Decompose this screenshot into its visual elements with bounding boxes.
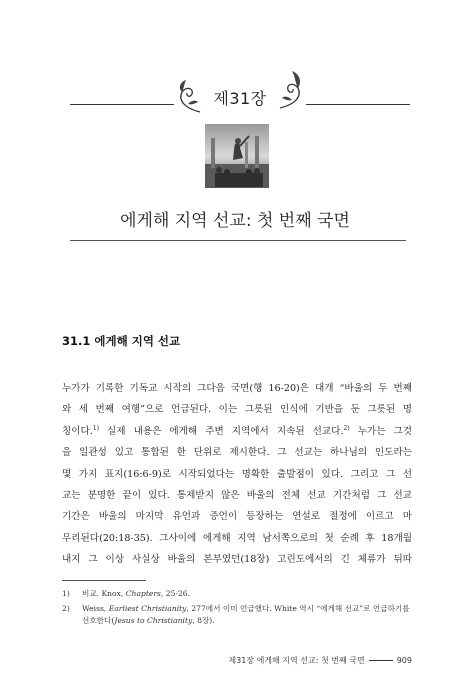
body-line: 누가가 기록한 기독교 시작의 그다음 국면(행 16-20)은 대개 “바울의 두 번째 — [62, 383, 412, 394]
body-line: 칭이다.$^{1)}$ 실제 내용은 에게해 주변 지역에서 지속된 선교다.$^{2)}$ 누가는 그것 — [62, 424, 413, 437]
body-paragraph — [62, 378, 412, 571]
footnote-ref: 2) — [343, 424, 350, 432]
body-line: 몇 가지 표지(16:6-9)로 시작되었다는 명확한 출발점이 있다. 그리고 그 선 — [62, 468, 412, 480]
body-line: 와 세 번째 여행”으로 언급된다. 이는 그릇된 인식에 기반을 둔 그릇된 명 — [62, 404, 412, 416]
heading-rule-left — [70, 104, 174, 105]
footnotes — [62, 588, 412, 630]
title-rule — [70, 240, 406, 241]
running-title: 제31장 에게해 지역 선교: 첫 번째 국면 — [228, 656, 365, 665]
running-footer — [0, 655, 412, 666]
body-line: 교는 분명한 끝이 있다. 통제받지 않은 바울의 전체 선교 기간처럼 그 선교 — [62, 489, 412, 501]
page-number: 909 — [396, 656, 412, 665]
chapter-title: 제31장 — [213, 89, 267, 108]
body-line: 기간은 바울의 마지막 유언과 증언이 등장하는 연설로 절정에 이르고 마 — [62, 511, 412, 523]
body-line: 무리된다(20:18-35). 그사이에 에게해 지역 남서쪽으로의 첫 순례 후 18개월 — [62, 532, 412, 544]
footnote-ref: 1) — [92, 424, 100, 432]
footnote: 1) 비교. Knox, Chapters, 25-26. — [62, 589, 191, 598]
body-line: 을 일관성 있고 통합된 한 단위로 제시한다. 그 선교는 하나님의 인도라는 — [62, 447, 412, 459]
body-line: 내지 그 이상 사실상 바울의 본부였던(18장) 고린도에서의 긴 체류가 뒤따 — [62, 554, 412, 566]
footnote: 2) Weiss, Earliest Christianity, 277에서 이미 언급했다. White 역시 “에게해 선교”로 언급하기를 선호한다(Jesus to Christianity, 8장). — [62, 604, 410, 625]
leaf-flourish-icon — [276, 70, 306, 110]
heading-rule-right — [306, 104, 410, 105]
preaching-scene-illustration — [205, 124, 269, 188]
footnote-number: 2) — [62, 604, 70, 613]
footnote-rule — [62, 580, 146, 581]
footer-separator — [369, 660, 393, 661]
footnote-number: 1) — [62, 589, 70, 598]
chapter-heading — [70, 60, 410, 120]
chapter-subtitle: 에게해 지역 선교: 첫 번째 국면 — [120, 211, 350, 231]
section-heading: 31.1 에게해 지역 선교 — [62, 334, 181, 348]
